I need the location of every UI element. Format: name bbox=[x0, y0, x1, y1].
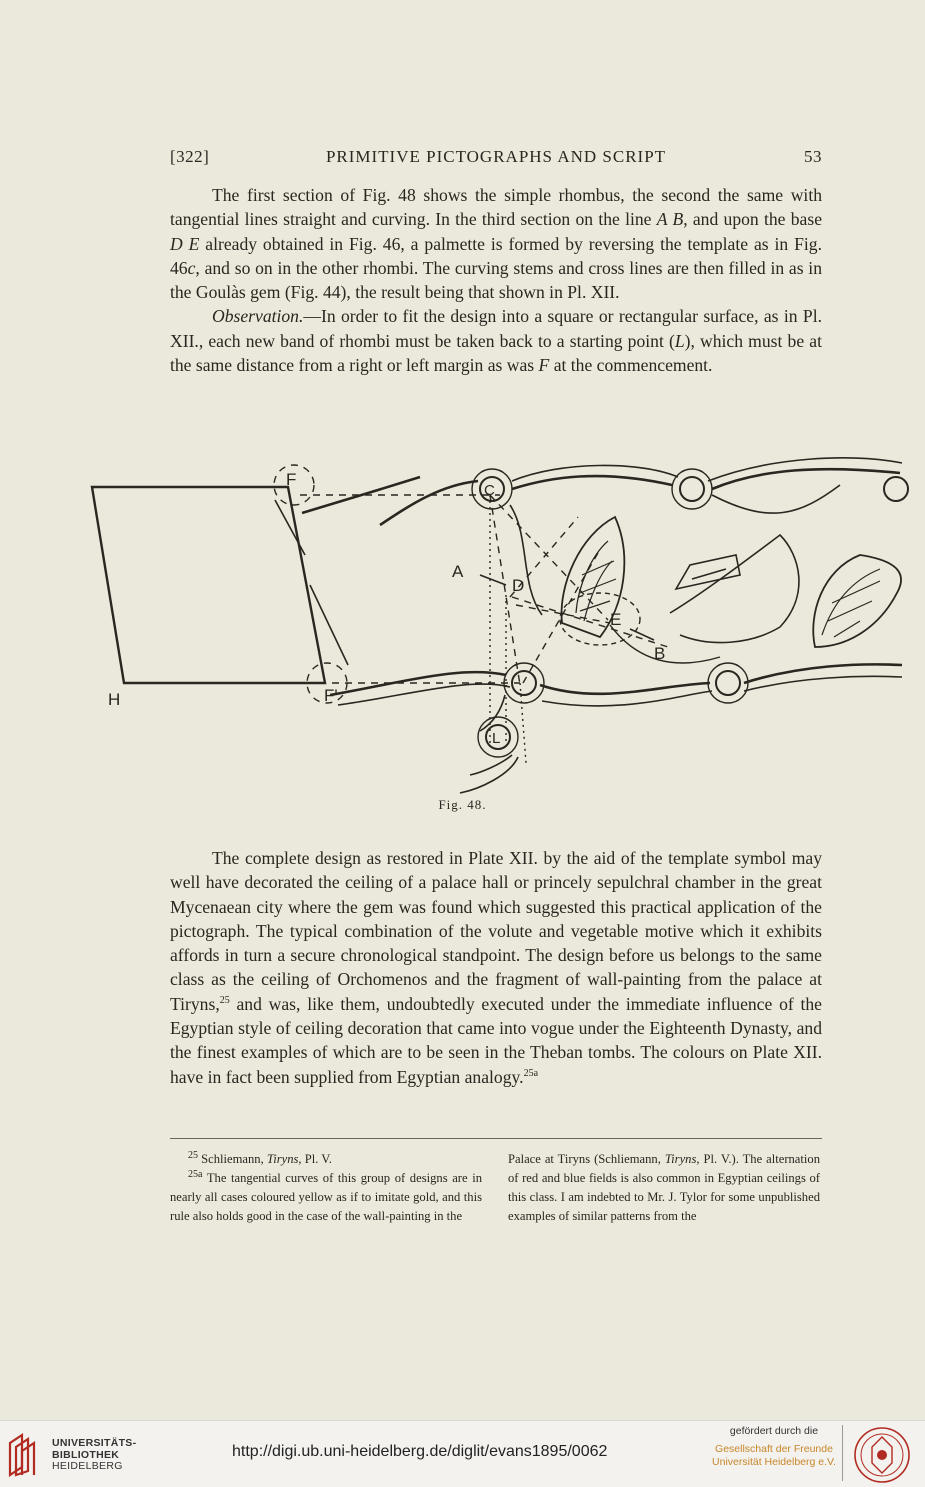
permalink-url[interactable]: http://digi.ub.uni-heidelberg.de/diglit/evans1895/0062 bbox=[232, 1443, 608, 1460]
paragraph-fig48-description: The first section of Fig. 48 shows the simple rhombus, the second the same with tangential lines straight and curving. In the third section on the line A B, and upon the base D E already obtained in Fig. 46, a palmette is formed by reversing the template as in Fig. 46c, and so on in the other rhombi. The curving stems and cross lines are then filled in as in the Goulàs gem (Fig. 44), the result being that shown in Pl. XII. bbox=[170, 185, 822, 303]
figure-48-diagram bbox=[80, 365, 910, 795]
observation-label: Observation. bbox=[212, 306, 304, 327]
footnote-ref-25a: 25a bbox=[523, 1067, 539, 1079]
label-h: H bbox=[108, 690, 121, 709]
footnote-divider bbox=[170, 1138, 822, 1139]
figure-caption: Fig. 48. bbox=[438, 797, 487, 812]
footnotes-right-column bbox=[508, 1150, 820, 1226]
page-number: 53 bbox=[804, 147, 822, 166]
digitization-footer bbox=[0, 1420, 925, 1487]
running-head bbox=[170, 147, 822, 171]
running-title: PRIMITIVE PICTOGRAPHS AND SCRIPT bbox=[325, 147, 667, 166]
label-e: E bbox=[610, 610, 622, 629]
figure-48-svg bbox=[80, 365, 910, 795]
university-seal-icon bbox=[852, 1425, 912, 1485]
palmette-right bbox=[813, 555, 901, 647]
footer-divider bbox=[842, 1425, 843, 1481]
paragraph-complete-design: The complete design as restored in Plate XII. by the aid of the template symbol may well have decorated the ceiling of a palace hall or princely sepulchral chamber in the great Mycenaean city where the gem was found which suggested this practical application of the pictograph. The typical combination of the volute and vegetable motive which it exhibits affords in turn a secure chronological standpoint. The design before us belongs to the same class as the ceiling of Orchomenos and the fragment of wall-painting from the palace at Tiryns,$^{25}$ and was, like them, undoubtedly executed under the immediate influence of the Egyptian style of ceiling decoration that came into vogue under the Eighteenth Dynasty, and the finest examples of which are to be seen in the Theban tombs. The colours on Plate XII. have in fact been supplied from Egyptian analogy.$^{25a}$ bbox=[170, 848, 822, 1087]
label-a: A bbox=[452, 562, 464, 581]
sponsor-credit: gefördert durch die Gesellschaft der Freunde Universität Heidelberg e.V. bbox=[712, 1425, 836, 1468]
footnote-ref-25: 25 bbox=[219, 994, 230, 1006]
footnote-25: $^{25}$ Schliemann, Tiryns, Pl. V. bbox=[188, 1149, 332, 1166]
rhombus-outline bbox=[92, 487, 325, 683]
label-f-prime: F' bbox=[324, 686, 338, 705]
label-f: F bbox=[286, 470, 297, 489]
label-l: L bbox=[492, 730, 501, 747]
label-c: C bbox=[484, 482, 495, 499]
section-number: [322] bbox=[170, 147, 210, 166]
footnote-25a: $^{25a}$ The tangential curves of this group of designs are in nearly all cases coloured yellow as if to imitate gold, and this rule also holds good in the case of the wall-painting in the bbox=[170, 1168, 482, 1223]
paragraph-observation: Observation.—In order to fit the design into a square or rectangular surface, as in Pl. XII., each new band of rhombi must be taken back to a starting point (L), which must be at the same distance from a right or left margin as was F at the commencement. bbox=[170, 306, 822, 376]
opening-paragraphs bbox=[170, 183, 822, 377]
label-b: B bbox=[654, 644, 666, 663]
label-d: D bbox=[512, 576, 525, 595]
library-name: UNIVERSITÄTS- BIBLIOTHEK HEIDELBERG bbox=[52, 1437, 137, 1472]
footnotes-left-column bbox=[170, 1150, 482, 1226]
footnote-25a-continued: Palace at Tiryns (Schliemann, Tiryns, Pl. V.). The alternation of red and blue fields is also common in Egyptian ceilings of this class. I am indebted to Mr. J. Tylor for some unpublished examples of similar patterns from the bbox=[508, 1152, 820, 1223]
library-logo-icon bbox=[6, 1431, 44, 1477]
